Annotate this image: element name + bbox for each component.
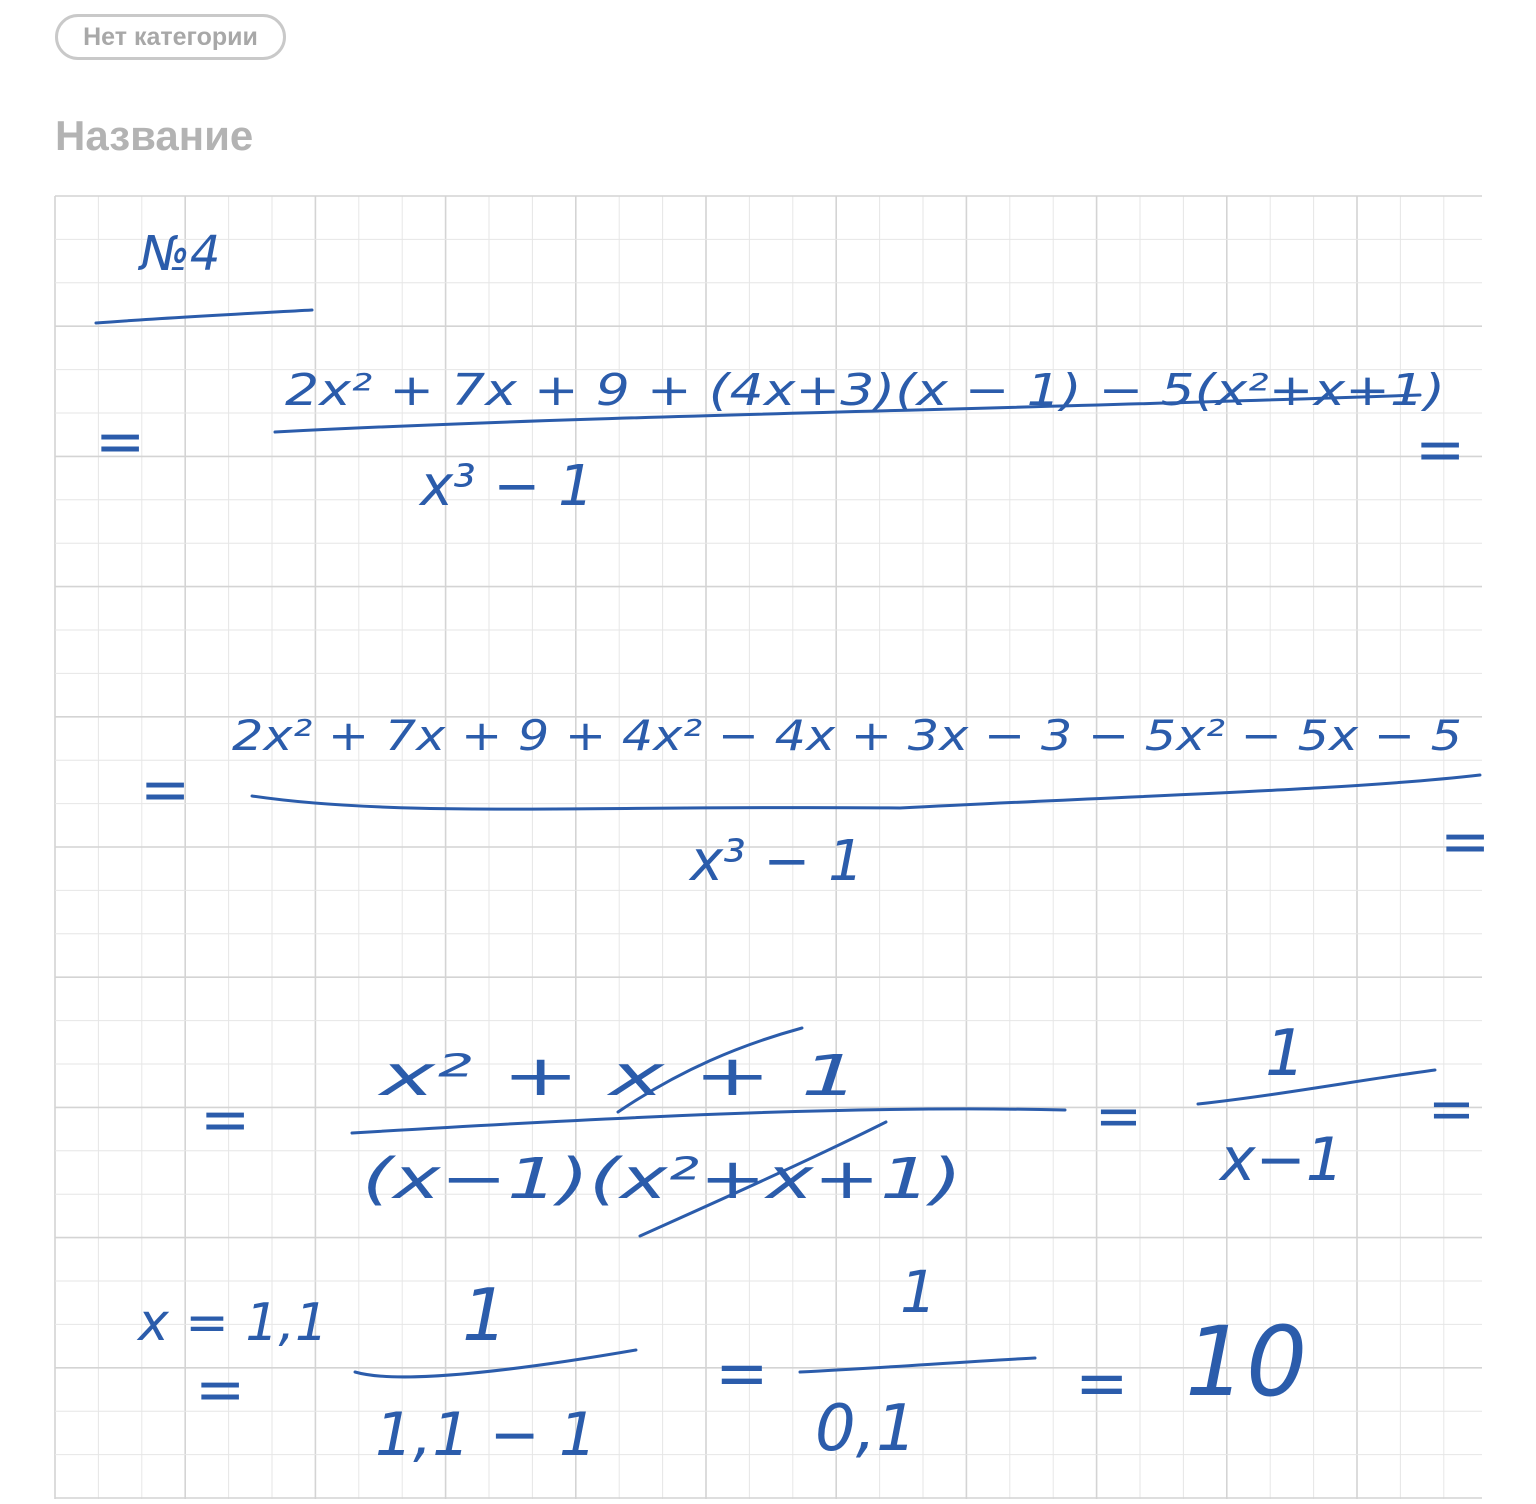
category-chip[interactable]: Нет категории	[55, 14, 286, 60]
svg-text:=: =	[95, 407, 146, 477]
svg-text:x³ − 1: x³ − 1	[420, 454, 594, 519]
svg-text:=: =	[195, 1355, 246, 1425]
svg-text:=: =	[200, 1085, 251, 1155]
svg-text:1: 1	[462, 1273, 508, 1357]
svg-text:=: =	[715, 1337, 769, 1411]
step-3	[200, 1017, 1475, 1236]
svg-text:=: =	[1415, 415, 1466, 485]
svg-text:1: 1	[1265, 1017, 1306, 1091]
problem-number	[96, 226, 312, 323]
svg-text:=: =	[140, 755, 191, 825]
svg-text:1: 1	[900, 1258, 937, 1326]
svg-text:2x² + 7x + 9 + 4x² − 4x + 3x −: 2x² + 7x + 9 + 4x² − 4x + 3x − 3 − 5x² − 5x − 5	[232, 711, 1462, 760]
svg-text:x = 1,1: x = 1,1	[138, 1293, 329, 1353]
svg-text:2x² + 7x + 9 + (4x+3)(x − 1) −: 2x² + 7x + 9 + (4x+3)(x − 1) − 5(x²+x+1)	[285, 365, 1445, 416]
svg-text:=: =	[1440, 807, 1491, 877]
step-2	[140, 711, 1490, 894]
step-4	[136, 1258, 1307, 1470]
svg-text:x³ − 1: x³ − 1	[690, 829, 864, 894]
svg-text:10: 10	[1185, 1306, 1308, 1418]
step-1	[95, 365, 1465, 519]
svg-text:1,1 − 1: 1,1 − 1	[375, 1400, 598, 1470]
svg-text:x² + x + 1: x² + x + 1	[376, 1044, 860, 1109]
svg-text:(x−1)(x²+x+1): (x−1)(x²+x+1)	[362, 1147, 962, 1212]
svg-text:=: =	[1075, 1347, 1129, 1421]
svg-text:=: =	[1095, 1084, 1142, 1149]
svg-text:=: =	[1428, 1077, 1475, 1142]
svg-text:№4: №4	[140, 226, 221, 282]
svg-text:0,1: 0,1	[815, 1392, 917, 1466]
svg-text:x−1: x−1	[1220, 1125, 1344, 1195]
note-title[interactable]: Название	[55, 112, 254, 159]
